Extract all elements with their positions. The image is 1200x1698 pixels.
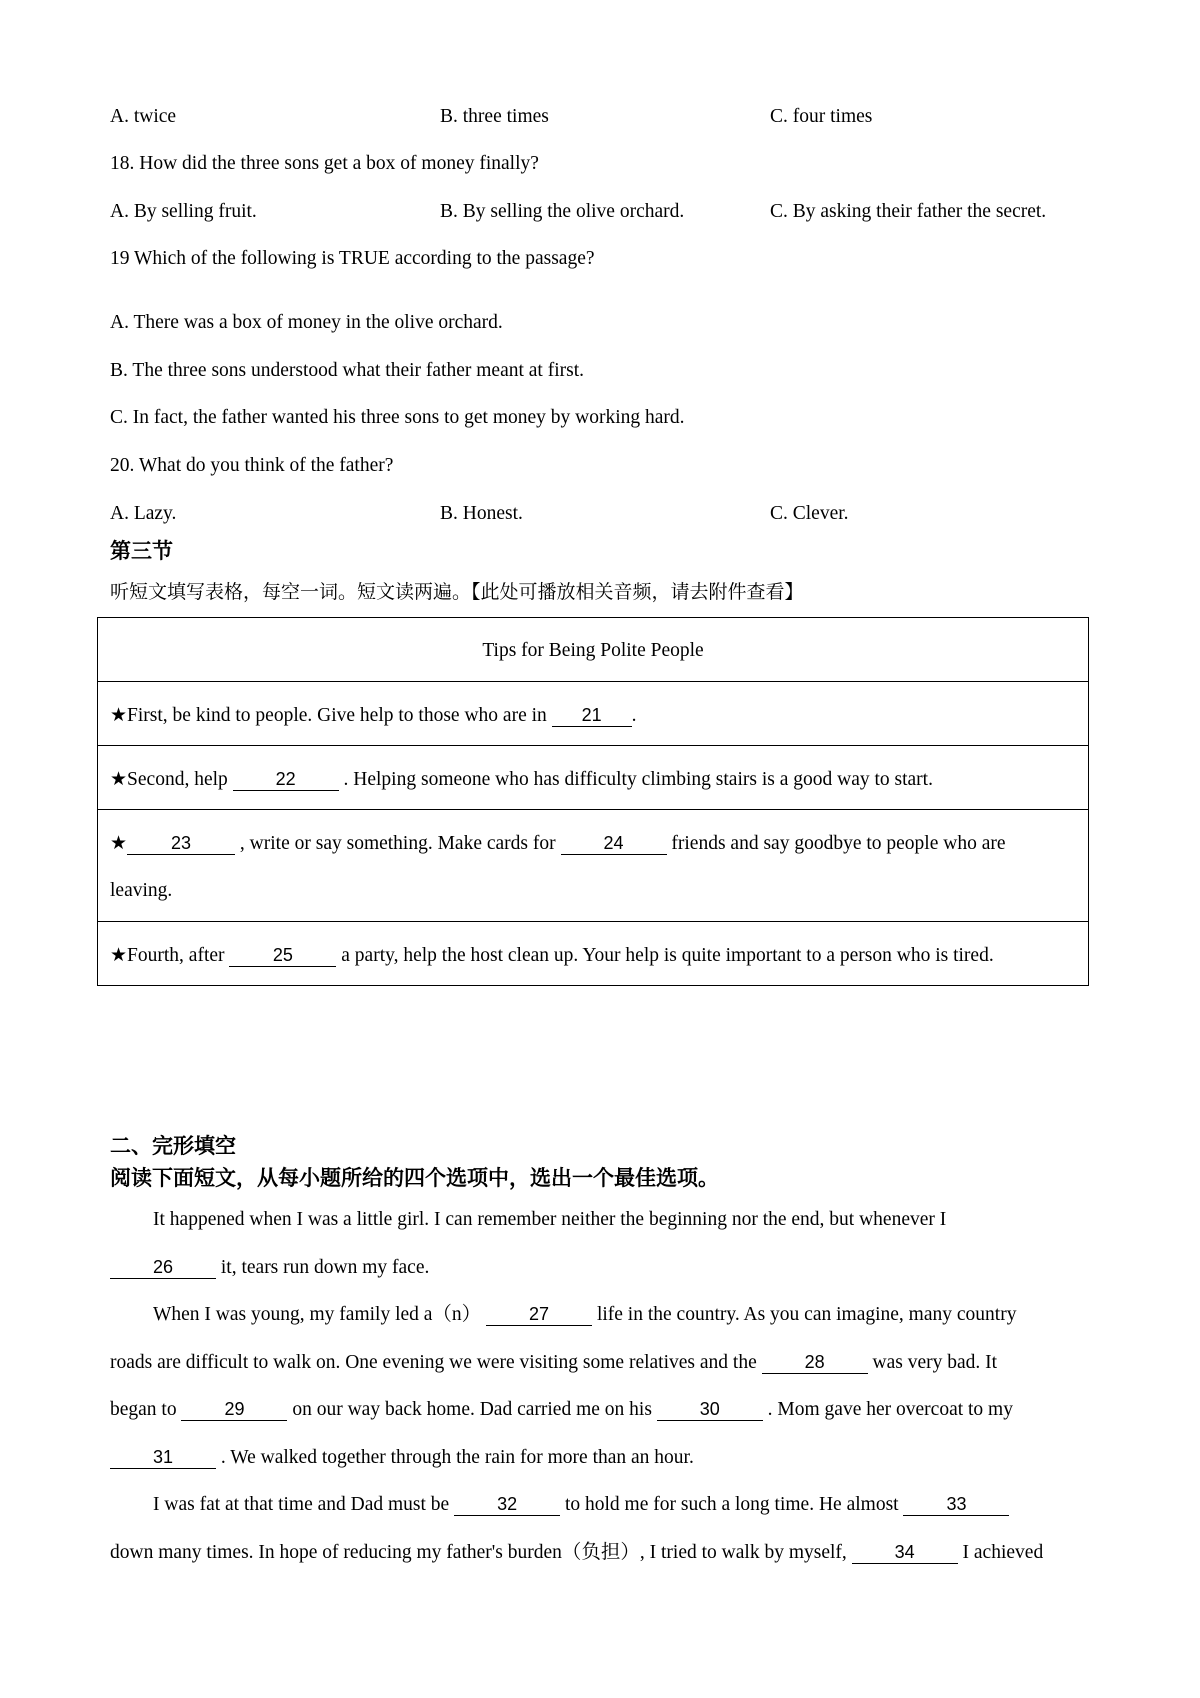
passage-text: I achieved bbox=[957, 1542, 1044, 1563]
passage-text: was very bad. It bbox=[867, 1352, 998, 1373]
q20-option-a: A. Lazy. bbox=[110, 503, 177, 524]
blank-25[interactable]: 25 bbox=[229, 944, 336, 967]
blank-32[interactable]: 32 bbox=[454, 1493, 560, 1516]
passage-p2-line2 bbox=[110, 1351, 997, 1375]
passage-text: began to bbox=[110, 1399, 182, 1420]
blank-28[interactable]: 28 bbox=[762, 1351, 868, 1374]
star-icon: ★ bbox=[110, 704, 128, 726]
q19-option-c: C. In fact, the father wanted his three sons to get money by working hard. bbox=[110, 407, 685, 428]
section3-title: 第三节 bbox=[110, 539, 173, 563]
q19-option-a: A. There was a box of money in the olive orchard. bbox=[110, 312, 503, 333]
passage-text: . Mom gave her overcoat to my bbox=[762, 1399, 1013, 1420]
q17-option-a: A. twice bbox=[110, 106, 177, 127]
tips-row-1-end: . bbox=[631, 705, 637, 726]
q20-options bbox=[110, 502, 1110, 526]
passage-p1-line2 bbox=[110, 1256, 429, 1280]
q18-options bbox=[110, 200, 1110, 224]
passage-p2-line3 bbox=[110, 1398, 1013, 1422]
passage-text: down many times. In hope of reducing my father's burden（负担）, I tried to walk by myself, bbox=[110, 1542, 852, 1563]
blank-27[interactable]: 27 bbox=[486, 1303, 592, 1326]
tips-row-3 bbox=[110, 831, 1006, 856]
tips-row-4-text: Fourth, after bbox=[127, 945, 230, 966]
tips-table-header-row bbox=[98, 618, 1088, 682]
blank-26[interactable]: 26 bbox=[110, 1256, 216, 1279]
q17-option-c: C. four times bbox=[770, 106, 873, 127]
tips-table-title: Tips for Being Polite People bbox=[482, 640, 704, 661]
tips-table-row bbox=[98, 746, 1088, 810]
blank-33[interactable]: 33 bbox=[903, 1493, 1009, 1516]
blank-30[interactable]: 30 bbox=[657, 1398, 763, 1421]
tips-table-row bbox=[98, 682, 1088, 746]
star-icon: ★ bbox=[110, 944, 128, 966]
passage-text: life in the country. As you can imagine, many country bbox=[592, 1304, 1017, 1325]
q20-option-b: B. Honest. bbox=[440, 503, 523, 524]
tips-row-4 bbox=[110, 943, 994, 968]
passage-p2-line1 bbox=[153, 1303, 1016, 1327]
tips-table bbox=[97, 617, 1089, 986]
tips-row-3-line2: leaving. bbox=[110, 880, 173, 901]
q20-option-c: C. Clever. bbox=[770, 503, 849, 524]
tips-row-3-end: friends and say goodbye to people who are bbox=[666, 833, 1006, 854]
passage-p3-line1 bbox=[153, 1493, 1009, 1517]
passage-text: it, tears run down my face. bbox=[216, 1257, 430, 1278]
blank-31[interactable]: 31 bbox=[110, 1446, 216, 1469]
tips-row-4-end: a party, help the host clean up. Your help is quite important to a person who is tired. bbox=[336, 945, 994, 966]
star-icon: ★ bbox=[110, 768, 128, 790]
passage-p2-line4 bbox=[110, 1446, 694, 1470]
blank-29[interactable]: 29 bbox=[181, 1398, 287, 1421]
passage-p1-line1: It happened when I was a little girl. I can remember neither the beginning nor the end, but whenever I bbox=[153, 1209, 947, 1230]
tips-row-1 bbox=[110, 703, 637, 728]
passage-text: I was fat at that time and Dad must be bbox=[153, 1494, 455, 1515]
passage-text: When I was young, my family led a（n） bbox=[153, 1304, 487, 1325]
tips-table-row bbox=[98, 922, 1088, 987]
blank-34[interactable]: 34 bbox=[852, 1541, 958, 1564]
q19-option-b: B. The three sons understood what their father meant at first. bbox=[110, 360, 585, 381]
star-icon: ★ bbox=[110, 832, 128, 854]
blank-24[interactable]: 24 bbox=[561, 832, 667, 855]
tips-row-2-end: . Helping someone who has difficulty climbing stairs is a good way to start. bbox=[338, 769, 933, 790]
passage-text: on our way back home. Dad carried me on his bbox=[287, 1399, 657, 1420]
tips-row-3-text: , write or say something. Make cards for bbox=[235, 833, 561, 854]
part2-title: 二、完形填空 bbox=[110, 1134, 236, 1158]
q17-options bbox=[110, 105, 1110, 129]
q18-option-b: B. By selling the olive orchard. bbox=[440, 201, 685, 222]
blank-21[interactable]: 21 bbox=[552, 704, 632, 727]
passage-text: to hold me for such a long time. He almost bbox=[560, 1494, 904, 1515]
tips-table-row bbox=[98, 810, 1088, 922]
passage-text: . We walked together through the rain for more than an hour. bbox=[216, 1447, 694, 1468]
q18-option-c: C. By asking their father the secret. bbox=[770, 201, 1047, 222]
passage-p3-line2 bbox=[110, 1541, 1043, 1565]
q19-question: 19 Which of the following is TRUE according to the passage? bbox=[110, 248, 595, 269]
q18-option-a: A. By selling fruit. bbox=[110, 201, 257, 222]
blank-23[interactable]: 23 bbox=[127, 832, 235, 855]
q20-question: 20. What do you think of the father? bbox=[110, 455, 394, 476]
q18-question: 18. How did the three sons get a box of money finally? bbox=[110, 153, 539, 174]
part2-instruction: 阅读下面短文，从每小题所给的四个选项中，选出一个最佳选项。 bbox=[110, 1166, 719, 1190]
section3-instruction: 听短文填写表格，每空一词。短文读两遍。【此处可播放相关音频，请去附件查看】 bbox=[110, 581, 804, 603]
tips-row-1-text: First, be kind to people. Give help to those who are in bbox=[127, 705, 552, 726]
q17-option-b: B. three times bbox=[440, 106, 549, 127]
tips-row-2 bbox=[110, 767, 933, 792]
tips-row-2-text: Second, help bbox=[127, 769, 233, 790]
blank-22[interactable]: 22 bbox=[233, 768, 339, 791]
passage-text: roads are difficult to walk on. One evening we were visiting some relatives and the bbox=[110, 1352, 762, 1373]
